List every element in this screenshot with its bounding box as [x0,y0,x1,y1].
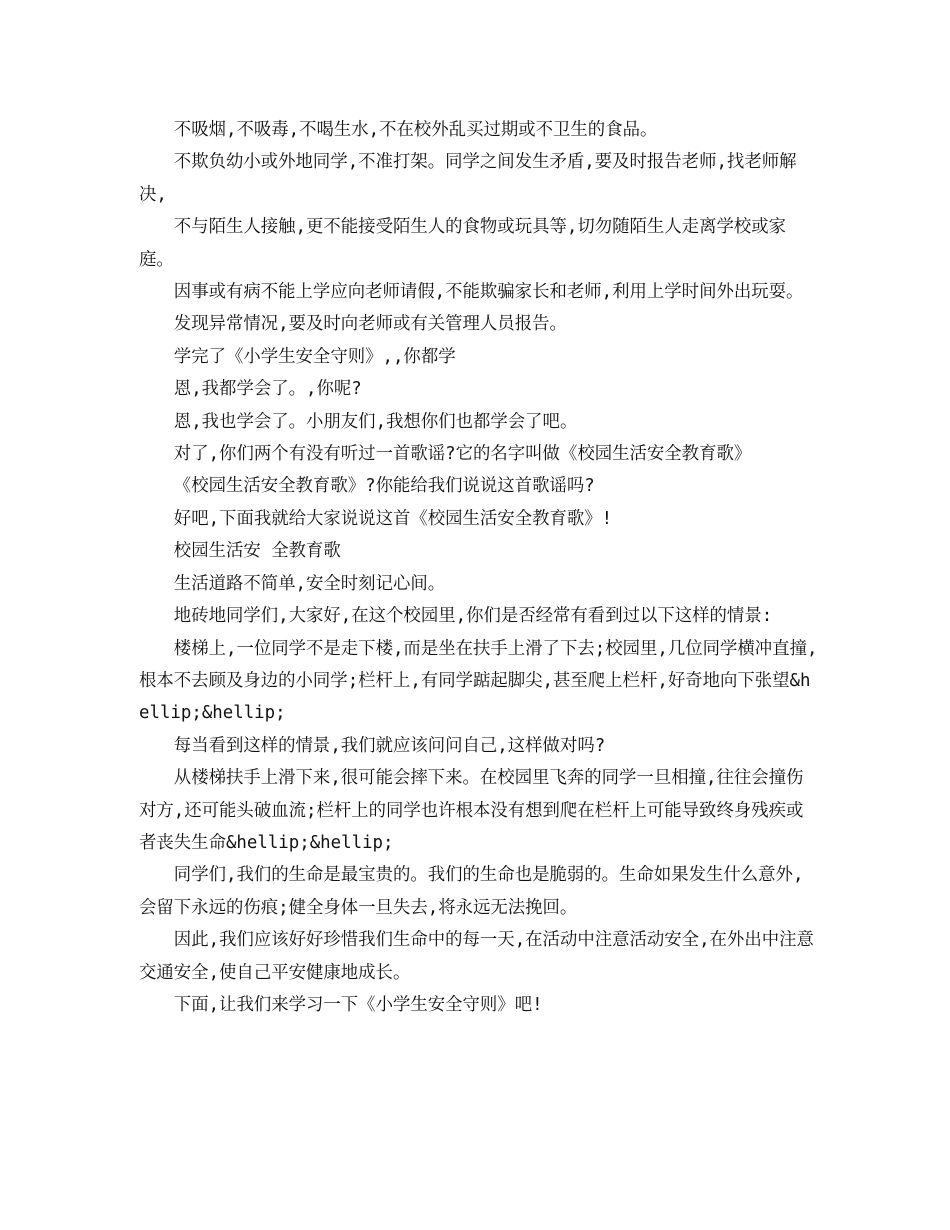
paragraph: 学完了《小学生安全守则》,,你都学 [173,346,456,367]
paragraph: 因此,我们应该好好珍惜我们生命中的每一天,在活动中注意活动安全,在外出中注意交通安全,使自己平安健康地成长。 [139,930,814,983]
paragraph: 每当看到这样的情景,我们就应该问问自己,这样做对吗? [173,735,606,756]
song-title: 校园生活安 全教育歌 [173,541,341,562]
paragraph: 因事或有病不能上学应向老师请假,不能欺骗家长和老师,利用上学时间外出玩耍。 [173,282,804,303]
paragraph: 不吸烟,不吸毒,不喝生水,不在校外乱买过期或不卫生的食品。 [173,120,658,140]
paragraph: 地砖地同学们,大家好,在这个校园里,你们是否经常有看到过以下这样的情景: [173,606,773,627]
paragraph: 下面,让我们来学习一下《小学生安全守则》吧! [173,994,543,1015]
paragraph: 恩,我都学会了。,你呢? [173,379,362,400]
paragraph: 生活道路不简单,安全时刻记心间。 [173,573,446,594]
paragraph: 同学们,我们的生命是最宝贵的。我们的生命也是脆弱的。生命如果发生什么意外,会留下永远的伤痕;健全身体一旦失去,将永远无法挽回。 [139,865,804,918]
document-body [139,114,819,1021]
paragraph: 对了,你们两个有没有听过一首歌谣?它的名字叫做《校园生活安全教育歌》 [173,444,752,465]
paragraph: 不与陌生人接触,更不能接受陌生人的食物或玩具等,切勿随陌生人走离学校或家庭。 [139,217,787,270]
paragraph: 《校园生活安全教育歌》?你能给我们说说这首歌谣吗? [173,476,595,497]
paragraph: 不欺负幼小或外地同学,不准打架。同学之间发生矛盾,要及时报告老师,找老师解决, [139,152,797,205]
paragraph: 恩,我也学会了。小朋友们,我想你们也都学会了吧。 [173,411,578,432]
paragraph: 楼梯上,一位同学不是走下楼,而是坐在扶手上滑了下去;校园里,几位同学横冲直撞,根本不去顾及身边的小同学;栏杆上,有同学踮起脚尖,甚至爬上栏杆,好奇地向下张望&hellip;&hellip; [139,638,818,724]
paragraph: 好吧,下面我就给大家说说这首《校园生活安全教育歌》! [173,508,613,529]
paragraph: 发现异常情况,要及时向老师或有关管理人员报告。 [173,314,567,335]
paragraph: 从楼梯扶手上滑下来,很可能会摔下来。在校园里飞奔的同学一旦相撞,往往会撞伤对方,还可能头破血流;栏杆上的同学也许根本没有想到爬在栏杆上可能导致终身残疾或者丧失生命&hellip;&hellip; [139,768,804,853]
